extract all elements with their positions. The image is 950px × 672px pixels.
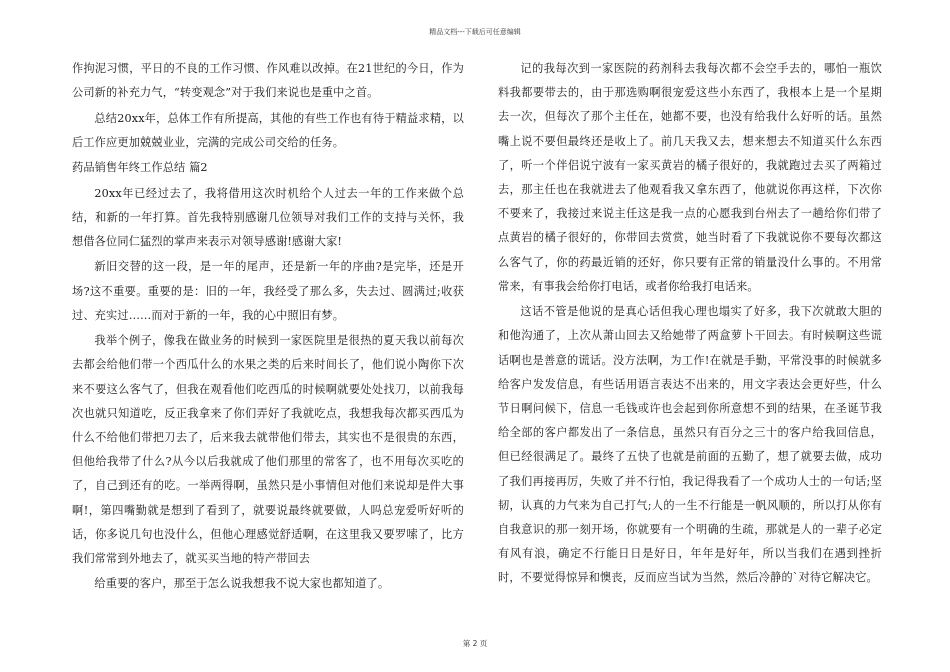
page-number: 第 2 页 <box>462 639 488 648</box>
paragraph: 新旧交替的这一段，是一年的尾声，还是新一年的序曲?是完毕，还是开场?这不重要。重要的是：旧的一年，我经受了那么多，失去过、圆满过;收获过、充实过……而对于新的一年，我的心中照旧有梦。 <box>72 260 464 322</box>
page-header: 精品文档---下载后可任意编辑 <box>429 28 521 36</box>
paragraph: 20xx年已经过去了，我将借用这次时机给个人过去一年的工作来做个总结，和新的一年打算。首先我特别感谢几位领导对我们工作的支持与关怀，我想借各位同仁猛烈的掌声来表示对领导感谢!感谢大家! <box>72 186 464 248</box>
section-heading: 药品销售年终工作总结 篇2 <box>72 161 208 175</box>
paragraph: 这话不管是他说的是真心话但我心理也塌实了好多，我下次就敢大胆的和他沟通了，上次从萧山回去又给她带了两盒萝卜干回去。有时候啊这些谎话啊也是善意的谎话。没方法啊，为工作!在就是手勤，平常没事的时候就多给客户发发信息，有些话用语言表达不出来的，用文字表达会更好些，什么节日啊问候下，信息一毛钱或许也会起到你所意想不到的结果，在圣诞节我给全部的客户都发出了一条信息，虽然只有百分之三十的客户给我回信息，但已经很满足了。最终了五快了也就是前面的五勤了，想了就要去做，成功了我们再接再厉，失败了并不行怕，我记得我看了一个成功人士的一句话;坚韧，认真的力气来为自己打气;人的一生不行能是一帆风顺的，所以打从你有自我意识的那一刻开场，你就要有一个明确的生疏，那就是人的一辈子必定有风有浪，确定不行能日日是好日，年年是好年，所以当我们在遇到挫折时，不要觉得惊异和懊丧，反而应当试为当然，然后冷静的`对待它解决它。 <box>498 305 882 585</box>
right-column <box>498 57 882 592</box>
paragraph: 总结20xx年，总体工作有所提高，其他的有些工作也有待于精益求精，以后工作应更加兢兢业业，完满的完成公司交给的任务。 <box>72 111 464 149</box>
paragraph: 记的我每次到一家医院的药剂科去我每次都不会空手去的，哪怕一瓶饮料我都要带去的，由于那选购啊很宠爱这些小东西了，我根本上是一个星期去一次，但每次了那个主任在，她都不要，也没有给我什么好听的话。虽然嘴上说不要但最终还是收上了。前几天我又去，想来想去不知道买什么东西了，听一个伴侣说宁波有一家买黄岩的橘子很好的，我就跑过去买了两箱过去，那主任也在我就进去了他观看我又拿东西了，他就说你再这样，下次你不要来了，我接过来说主任这是我一点的心愿我到台州去了一趟给你们带了点黄岩的橘子很好的，你带回去赏赏，她当时看了下我就说你不要每次都这么客气了，你的药最近销的还好，你只要有正常的销量没什么事的。不用常常来，有事我会给你打电话，或者你给我打电话来。 <box>498 62 882 293</box>
paragraph: 作拘泥习惯，平日的不良的工作习惯、作风难以改掉。在21世纪的今日，作为公司新的补充力气，“转变观念”对于我们来说也是重中之首。 <box>72 62 464 100</box>
paragraph: 给重要的客户，那至于怎么说我想我不说大家也都知道了。 <box>94 577 390 591</box>
left-column <box>72 57 464 598</box>
paragraph: 我举个例子，像我在做业务的时候到一家医院里是很热的夏天我以前每次去都会给他们带一个西瓜什么的水果之类的后来时间长了，他们说小陶你下次来不要这么客气了，但我在观看他们吃西瓜的时候啊就要处处找刀，以前我每次也就只知道吃，反正我拿来了你们弄好了我就吃点，我想我每次都买西瓜为什么不给他们带把刀去了，后来我去就带他们带去，其实也不是很贵的东西，但他给我带了什么?从今以后我就成了他们那里的常客了，也不用每次买吃的了，自己到还有的吃。一举两得啊，虽然只是小事情但对他们来说却是件大事啊!，第四嘴勤就是想到了看到了，就要说最终就要做，人吗总宠爱听好听的话，你多说几句也没什么，但他心理感觉舒适啊，在这里我又要罗嗦了，比方我们常常到外地去了，就买买当地的特产带回去 <box>72 334 464 565</box>
